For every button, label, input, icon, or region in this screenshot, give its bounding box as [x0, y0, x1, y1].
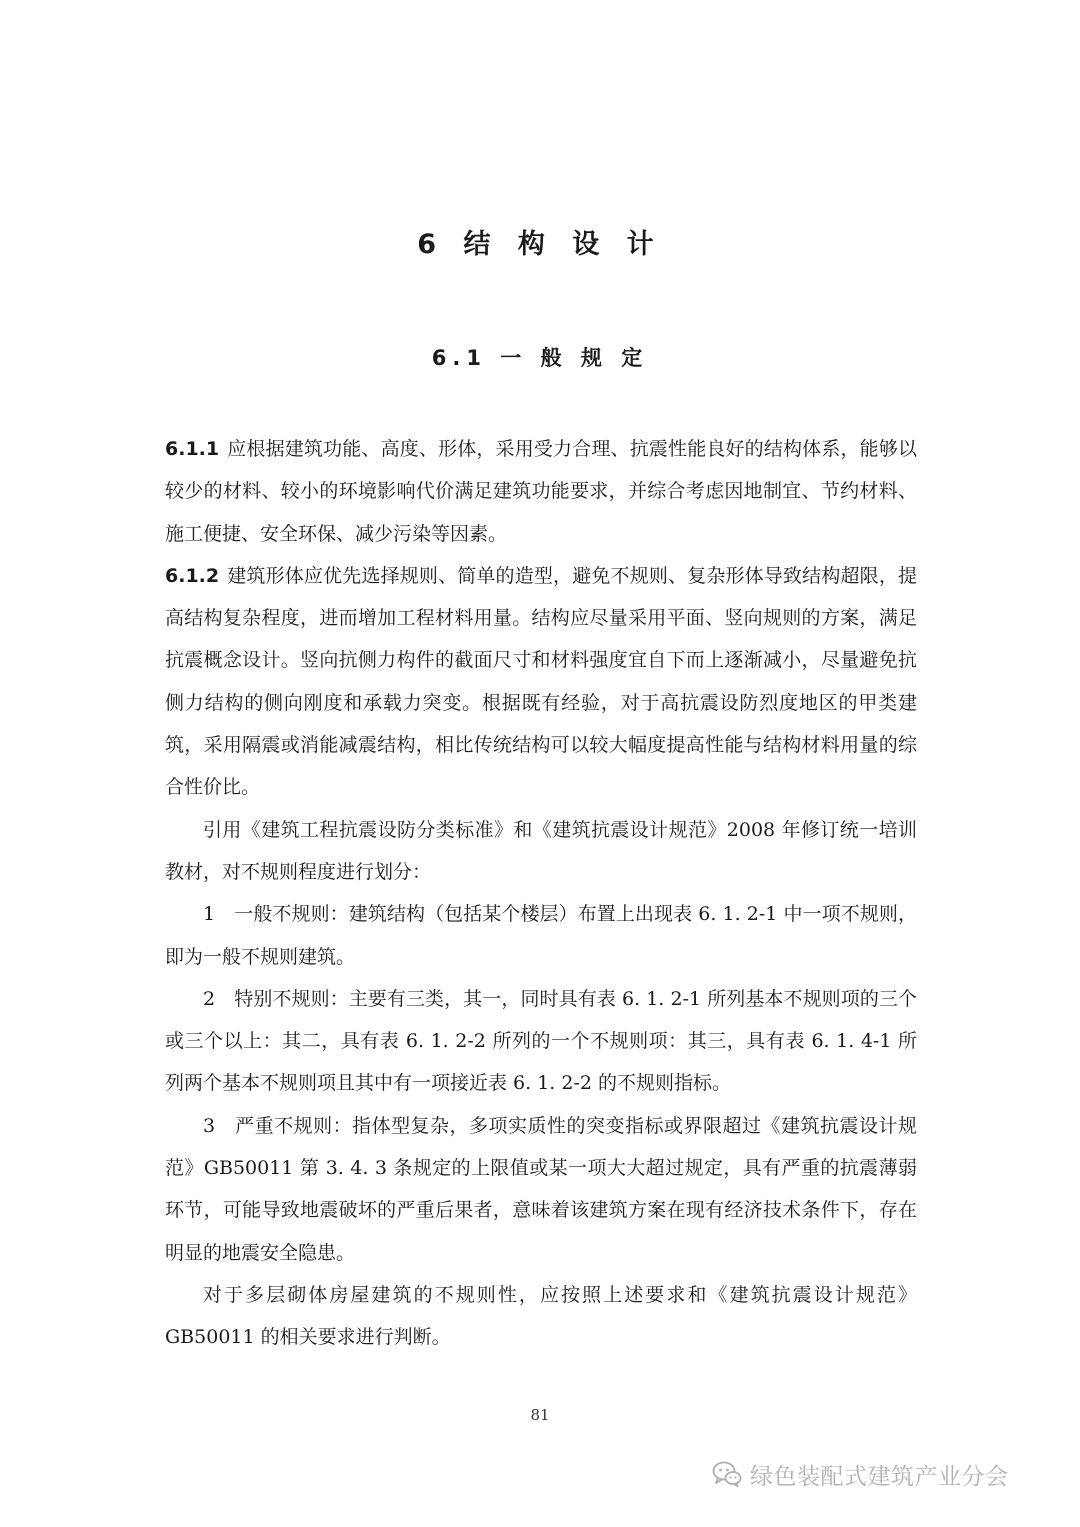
- paragraph-citation: 引用《建筑工程抗震设防分类标准》和《建筑抗震设计规范》2008 年修订统一培训教材，对不规则程度进行划分：: [165, 818, 917, 883]
- page-number: 81: [530, 1406, 550, 1424]
- paragraph-item-1: 1 一般不规则：建筑结构（包括某个楼层）布置上出现表 6. 1. 2-1 中一项不规则，即为一般不规则建筑。: [165, 903, 917, 968]
- clause-6-1-2: [165, 555, 917, 809]
- paragraph-item-2: 2 特别不规则：主要有三类，其一，同时具有表 6. 1. 2-1 所列基本不规则项的三个或三个以上：其二，具有表 6. 1. 2-2 所列的一个不规则项：其三，具有表 6. 1. 4-1 所列两个基本不规则项且其中有一项接近表 6. 1. 2-2 的不规则指标。: [165, 987, 917, 1095]
- wechat-icon: [712, 1460, 742, 1488]
- section-title: 6.1 一 般 规 定: [431, 346, 649, 370]
- watermark-text: 绿色装配式建筑产业分会: [750, 1463, 1009, 1490]
- clause-text: 应根据建筑功能、高度、形体，采用受力合理、抗震性能良好的结构体系，能够以较少的材料、较小的环境影响代价满足建筑功能要求，并综合考虑因地制宜、节约材料、施工便捷、安全环保、减少污染等因素。: [165, 438, 917, 545]
- clause-number: 6.1.1: [165, 438, 220, 460]
- clause-text: 建筑形体应优先选择规则、简单的造型，避免不规则、复杂形体导致结构超限，提高结构复杂程度，进而增加工程材料用量。结构应尽量采用平面、竖向规则的方案，满足抗震概念设计。竖向抗侧力构件的截面尺寸和材料强度宜自下而上逐渐减小，尽量避免抗侧力结构的侧向刚度和承载力突变。根据既有经验，对于高抗震设防烈度地区的甲类建筑，采用隔震或消能减震结构，相比传统结构可以较大幅度提高性能与结构材料用量的综合性价比。: [165, 564, 917, 799]
- document-body: [165, 428, 917, 1359]
- paragraph-masonry: 对于多层砌体房屋建筑的不规则性，应按照上述要求和《建筑抗震设计规范》GB50011 的相关要求进行判断。: [165, 1283, 917, 1349]
- chapter-title: 6 结 构 设 计: [417, 229, 663, 260]
- clause-6-1-1: [165, 428, 917, 555]
- clause-number: 6.1.2: [165, 564, 220, 587]
- paragraph-item-3: 3 严重不规则：指体型复杂，多项实质性的突变指标或界限超过《建筑抗震设计规范》GB50011 第 3. 4. 3 条规定的上限值或某一项大大超过规定，具有严重的抗震薄弱环节，可能导致地震破坏的严重后果者，意味着该建筑方案在现有经济技术条件下，存在明显的地震安全隐患。: [165, 1114, 917, 1264]
- watermark: [712, 1456, 1062, 1492]
